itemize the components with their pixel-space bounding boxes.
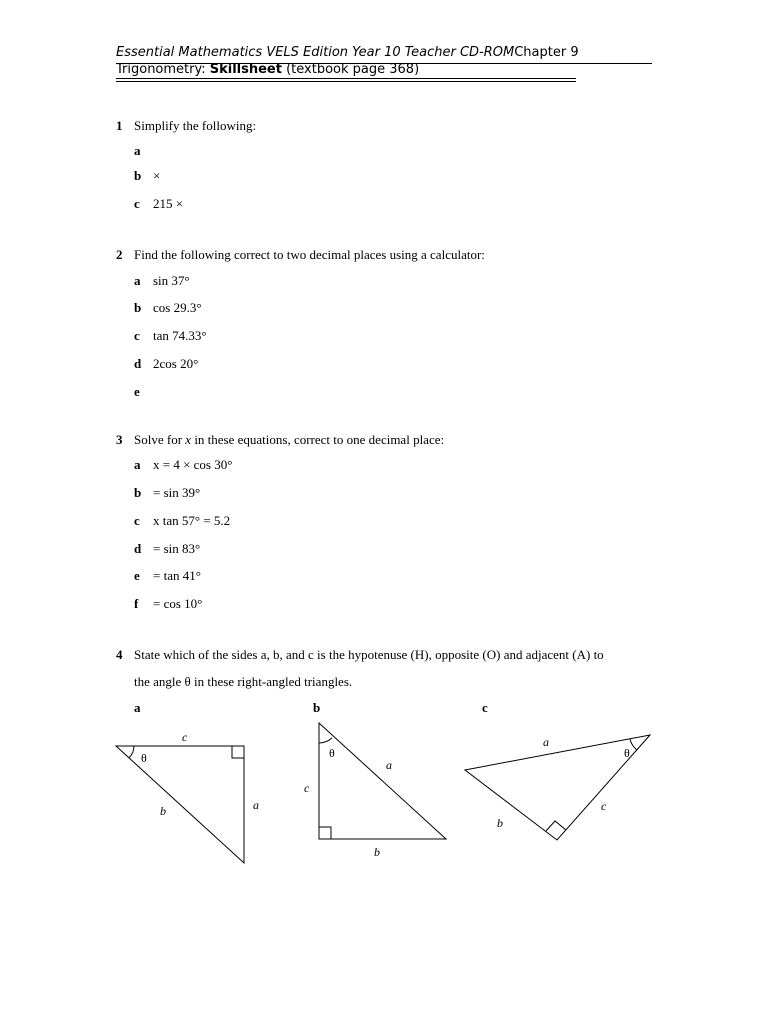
part-label: c (134, 328, 140, 343)
triangle-c (465, 735, 650, 840)
part-text: = sin 39° (153, 485, 201, 500)
question-text: Simplify the following: (134, 118, 257, 133)
triangle-a (116, 746, 244, 863)
triangle-b-side-left: c (304, 781, 310, 795)
part-text: tan 74.33° (153, 328, 207, 343)
triangle-a-right-angle-mark (232, 746, 244, 758)
part-text: = cos 10° (153, 596, 203, 611)
part-label: b (134, 168, 142, 183)
part-label: c (134, 513, 140, 528)
part-text: cos 29.3° (153, 300, 202, 315)
question-number: 4 (116, 647, 123, 662)
question-text: Solve for x in these equations, correct to one decimal place: (134, 432, 445, 447)
triangle-b-angle-arc (319, 738, 332, 743)
triangle-c-right-angle-mark (546, 821, 566, 831)
part-label: a (134, 143, 141, 158)
part-label: b (134, 485, 142, 500)
subtitle-rule-2 (116, 81, 576, 82)
triangle-b-side-hyp: a (386, 758, 392, 772)
question-number: 2 (116, 247, 123, 262)
triangle-c-label: c (482, 700, 488, 715)
triangle-a-side-top: c (182, 730, 188, 744)
triangle-a-theta: θ (141, 751, 147, 765)
triangle-c-theta: θ (624, 746, 630, 760)
triangle-a-angle-arc (129, 746, 134, 758)
part-label: f (134, 596, 139, 611)
question-text-line-1: State which of the sides a, b, and c is the hypotenuse (H), opposite (O) and adjacent (A) to (134, 647, 604, 662)
part-text: = sin 83° (153, 541, 201, 556)
question-number: 3 (116, 432, 123, 447)
part-text: x tan 57° = 5.2 (153, 513, 231, 528)
part-label: d (134, 356, 142, 371)
variable-x: x (185, 432, 192, 447)
header-chapter: Chapter 9 (514, 45, 579, 60)
document-header-subtitle: Trigonometry: Skillsheet (textbook page 368) (116, 62, 420, 77)
part-label: e (134, 384, 140, 399)
triangle-a-label: a (134, 700, 141, 715)
triangle-b-label: b (313, 700, 321, 715)
part-text: x = 4 × cos 30° (153, 457, 233, 472)
triangle-b-theta: θ (329, 746, 335, 760)
part-text: = tan 41° (153, 568, 201, 583)
triangle-b-right-angle-mark (319, 827, 331, 839)
part-text: 2cos 20° (153, 356, 199, 371)
part-label: b (134, 300, 142, 315)
header-series: Essential Mathematics VELS Edition Year 10 Teacher CD-ROM (116, 45, 515, 60)
question-text-line-2: the angle θ in these right-angled triangles. (134, 674, 353, 689)
part-label: c (134, 196, 140, 211)
skillsheet-label: Skillsheet (209, 62, 282, 77)
subtitle-rule-1 (116, 78, 576, 79)
triangle-b (319, 723, 446, 839)
triangle-c-side-top: a (543, 735, 549, 749)
triangles-figure (100, 700, 680, 880)
part-label: a (134, 457, 141, 472)
triangle-c-side-left: b (497, 816, 503, 830)
triangle-a-side-hyp: b (160, 804, 166, 818)
triangle-c-angle-arc (630, 739, 637, 750)
part-text: 215 × (153, 196, 184, 211)
part-text: × (153, 168, 161, 183)
document-header-title (116, 45, 579, 60)
triangle-c-side-right: c (601, 799, 607, 813)
part-label: e (134, 568, 140, 583)
part-label: d (134, 541, 142, 556)
part-text: sin 37° (153, 273, 190, 288)
question-text: Find the following correct to two decimal places using a calculator: (134, 247, 485, 262)
part-label: a (134, 273, 141, 288)
triangle-b-side-bottom: b (374, 845, 380, 859)
question-number: 1 (116, 118, 123, 133)
triangle-a-side-right: a (253, 798, 259, 812)
